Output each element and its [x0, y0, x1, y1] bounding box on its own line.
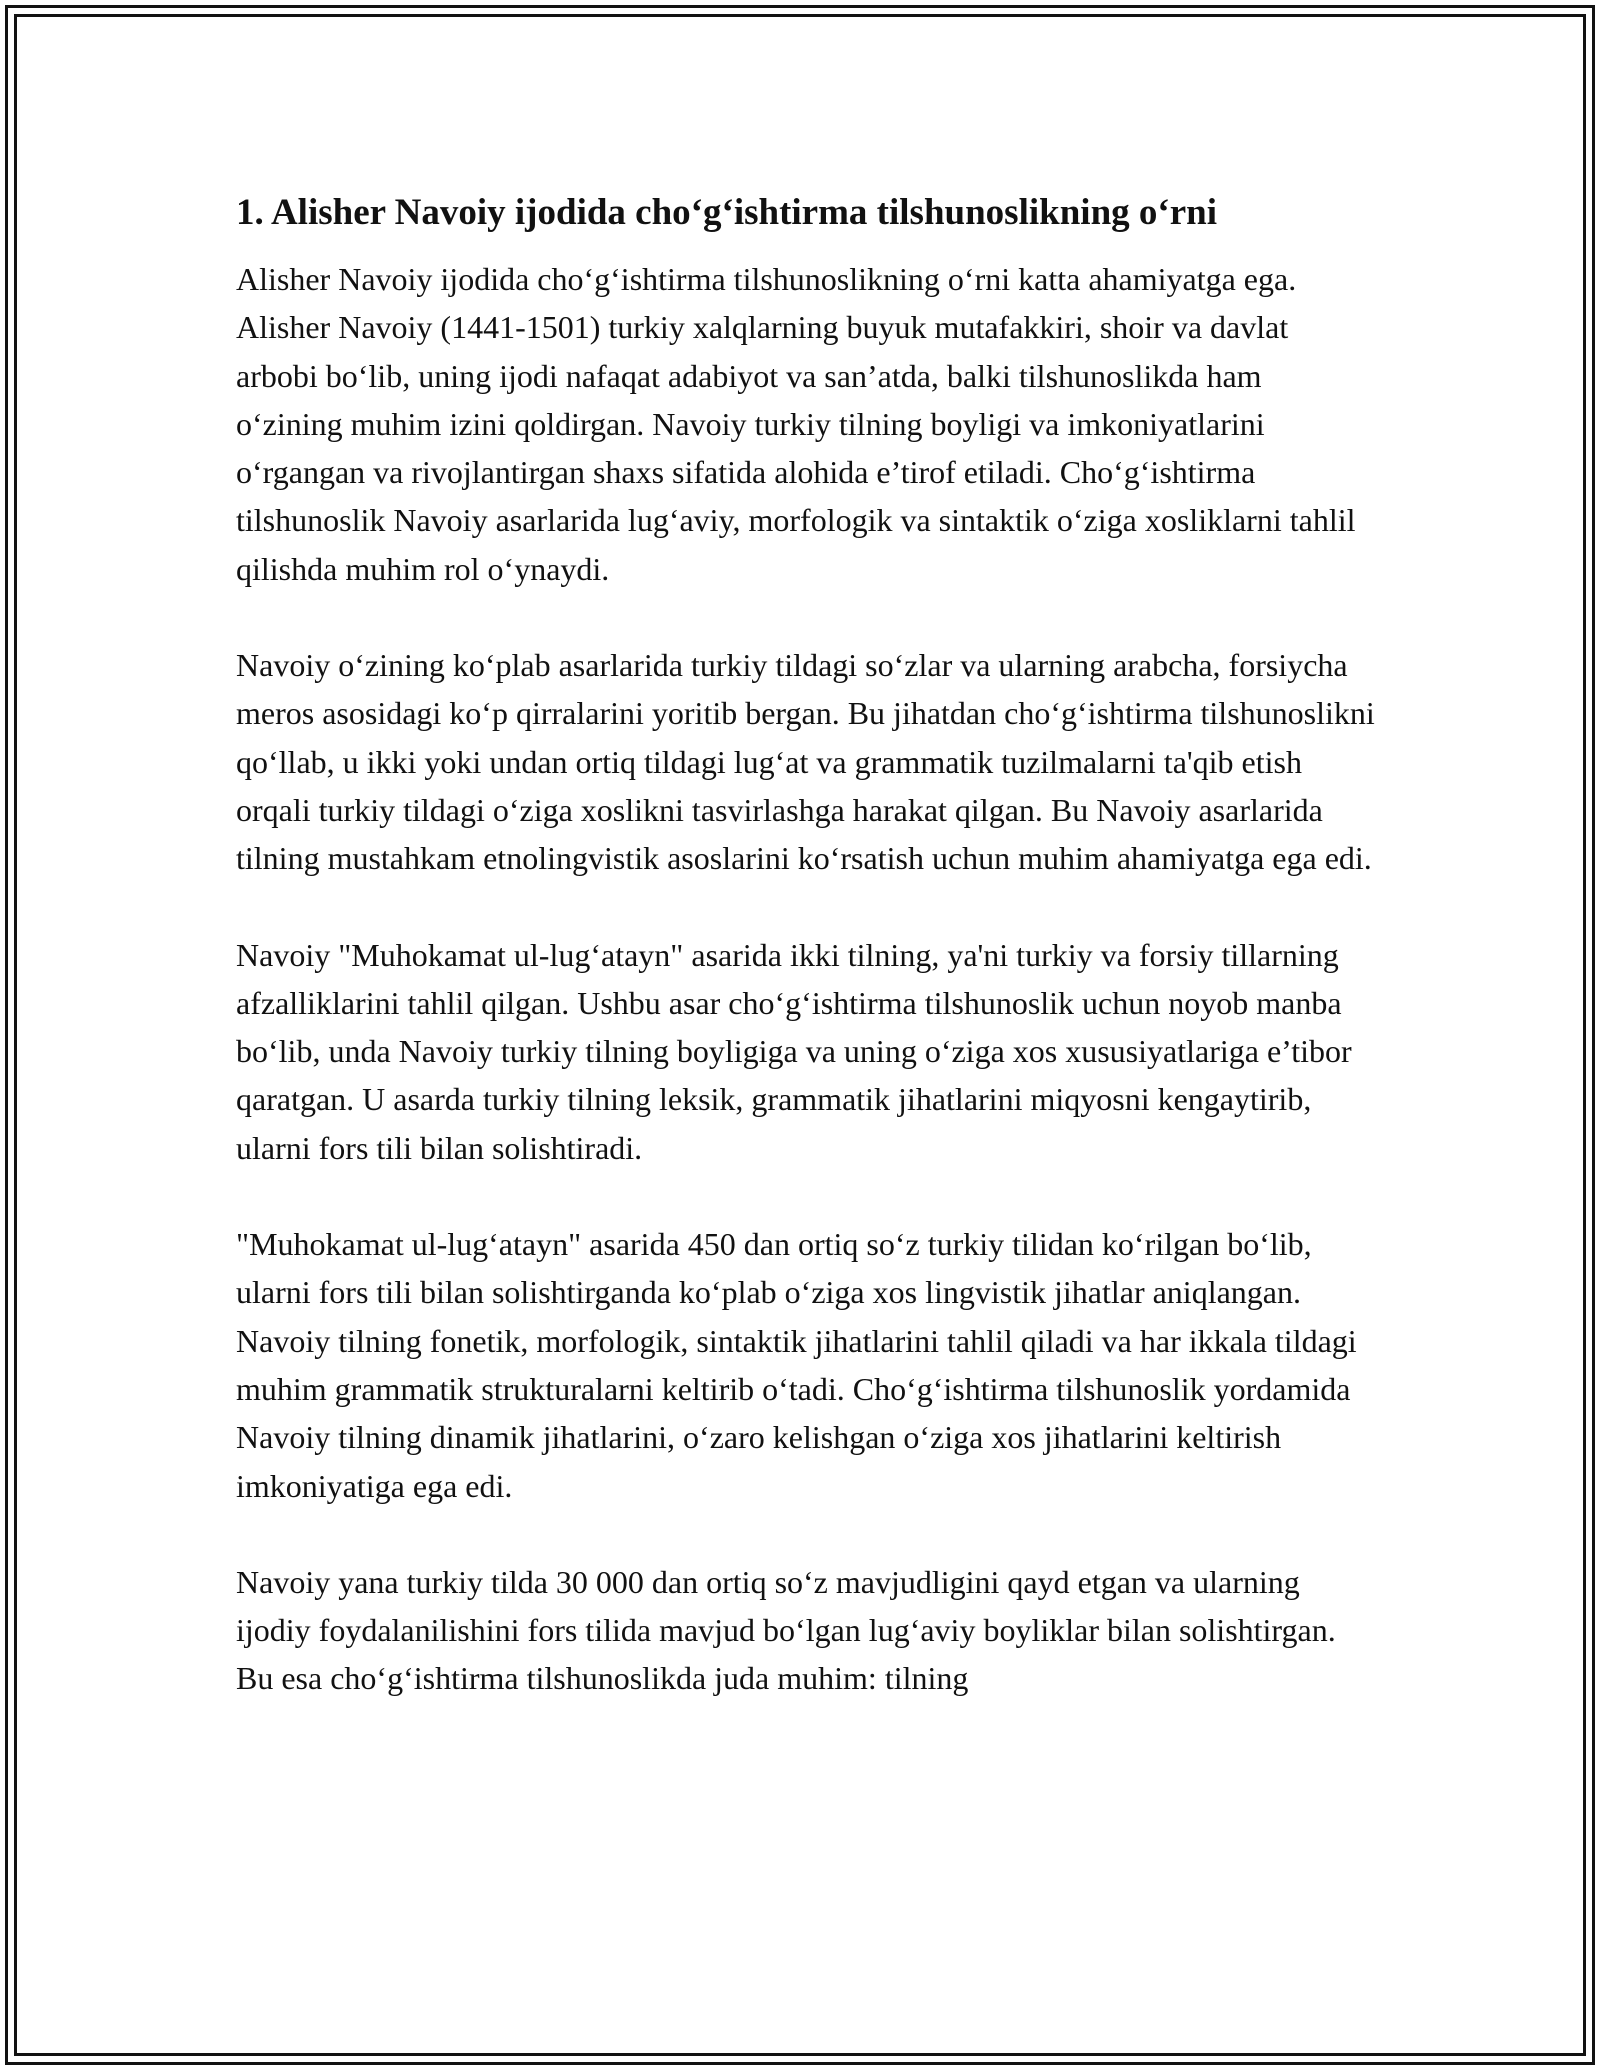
section-heading: 1. Alisher Navoiy ijodida cho‘g‘ishtirma tilshunoslikning o‘rni: [236, 192, 1218, 233]
paragraph-2: Navoiy o‘zining ko‘plab asarlarida turkiy tildagi so‘zlar va ularning arabcha, forsiycha meros asosidagi ko‘p qirralarini yoritib bergan. Bu jihatdan cho‘g‘ishtirma tilshunoslikni qo‘llab, u ikki yoki undan ortiq tildagi lug‘at va grammatik tuzilmalarni ta'qib etish orqali turkiy tildagi o‘ziga xoslikni tasvirlashga harakat qilgan. Bu Navoiy asarlarida tilning mustahkam etnolingvistik asoslarini ko‘rsatish uchun muhim ahamiyatga ega edi.: [236, 647, 1375, 877]
paragraph-1: Alisher Navoiy ijodida cho‘g‘ishtirma tilshunoslikning o‘rni katta ahamiyatga ega. Alisher Navoiy (1441-1501) turkiy xalqlarning buyuk mutafakkiri, shoir va davlat arbobi bo‘lib, uning ijodi nafaqat adabiyot va san’atda, balki tilshunoslikda ham o‘zining muhim izini qoldirgan. Navoiy turkiy tilning boyligi va imkoniyatlarini o‘rgangan va rivojlantirgan shaxs sifatida alohida e’tirof etiladi. Cho‘g‘ishtirma tilshunoslik Navoiy asarlarida lug‘aviy, morfologik va sintaktik o‘ziga xosliklarni tahlil qilishda muhim rol o‘ynaydi.: [236, 261, 1356, 587]
paragraph-5: Navoiy yana turkiy tilda 30 000 dan ortiq so‘z mavjudligini qayd etgan va ularning ijodiy foydalanilishini fors tilida mavjud bo‘lgan lug‘aviy boyliklar bilan solishtirgan. Bu esa cho‘g‘ishtirma tilshunoslikda juda muhim: tilning: [236, 1563, 1336, 1697]
paragraph-4: "Muhokamat ul-lug‘atayn" asarida 450 dan ortiq so‘z turkiy tilidan ko‘rilgan bo‘lib, ularni fors tili bilan solishtirganda ko‘plab o‘ziga xos lingvistik jihatlar aniqlangan. Navoiy tilning fonetik, morfologik, sintaktik jihatlarini tahlil qiladi va har ikkala tildagi muhim grammatik strukturalarni keltirib o‘tadi. Cho‘g‘ishtirma tilshunoslik yordamida Navoiy tilning dinamik jihatlarini, o‘zaro kelishgan o‘ziga xos jihatlarini keltirish imkoniyatiga ega edi.: [236, 1226, 1357, 1504]
document-body: [236, 185, 1376, 1751]
paragraph-3: Navoiy "Muhokamat ul-lug‘atayn" asarida ikki tilning, ya'ni turkiy va forsiy tillarning afzalliklarini tahlil qilgan. Ushbu asar cho‘g‘ishtirma tilshunoslik uchun noyob manba bo‘lib, unda Navoiy turkiy tilning boyligiga va uning o‘ziga xos xususiyatlariga e’tibor qaratgan. U asarda turkiy tilning leksik, grammatik jihatlarini miqyosni kengaytirib, ularni fors tili bilan solishtiradi.: [236, 936, 1352, 1166]
